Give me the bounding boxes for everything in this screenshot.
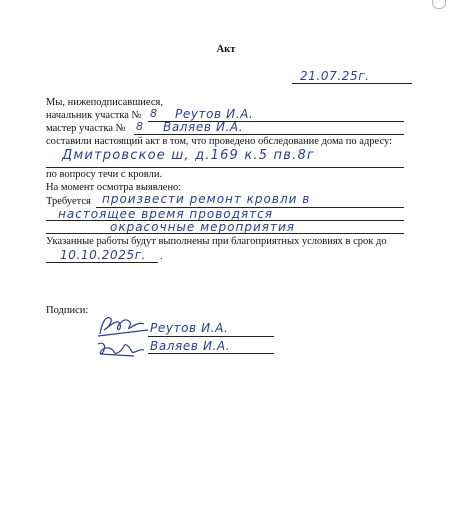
chief-label: начальник участка № bbox=[46, 110, 142, 121]
required-handwritten-line-1: произвести ремонт кровли в bbox=[102, 192, 311, 206]
signer-2-underline bbox=[148, 353, 274, 354]
signatures-label: Подписи: bbox=[46, 305, 89, 316]
required-handwritten-line-3: окрасочные мероприятия bbox=[110, 220, 295, 234]
required-handwritten-line-2: настоящее время проводятся bbox=[58, 207, 273, 221]
document-title: Акт bbox=[216, 44, 236, 55]
chief-name: Реутов И.А. bbox=[175, 107, 254, 121]
found-text: На момент осмотра выявлено: bbox=[46, 182, 182, 193]
signature-2-scribble bbox=[94, 336, 156, 362]
deadline-text: Указанные работы будут выполнены при благоприятных условиях в срок до bbox=[46, 236, 387, 247]
master-name: Валяев И.А. bbox=[163, 120, 244, 134]
date-underline bbox=[292, 83, 412, 84]
master-underline bbox=[134, 134, 404, 135]
master-label: мастер участка № bbox=[46, 123, 126, 134]
master-number: 8 bbox=[136, 120, 144, 133]
issue-text: по вопросу течи с кровли. bbox=[46, 169, 163, 180]
signer-1-name: Реутов И.А. bbox=[150, 321, 229, 335]
required-label: Требуется bbox=[46, 196, 91, 207]
address-underline bbox=[46, 167, 404, 168]
signer-2-name: Валяев И.А. bbox=[150, 339, 231, 353]
chief-number: 8 bbox=[150, 107, 158, 120]
deadline-underline bbox=[46, 262, 158, 263]
deadline-dot: . bbox=[160, 251, 163, 262]
signer-1-underline bbox=[148, 336, 274, 337]
intro-text: Мы, нижеподписавшиеся, bbox=[46, 97, 163, 108]
address-handwritten: Дмитровское ш, д.169 к.5 пв.8г bbox=[62, 148, 315, 163]
handwritten-date: 21.07.25г. bbox=[300, 69, 370, 83]
drafted-text: составили настоящий акт в том, что проведено обследование дома по адресу: bbox=[46, 136, 393, 147]
page-corner-mark bbox=[432, 0, 446, 9]
deadline-handwritten: 10.10.2025г. bbox=[60, 248, 147, 262]
required-underline-3 bbox=[46, 233, 404, 234]
